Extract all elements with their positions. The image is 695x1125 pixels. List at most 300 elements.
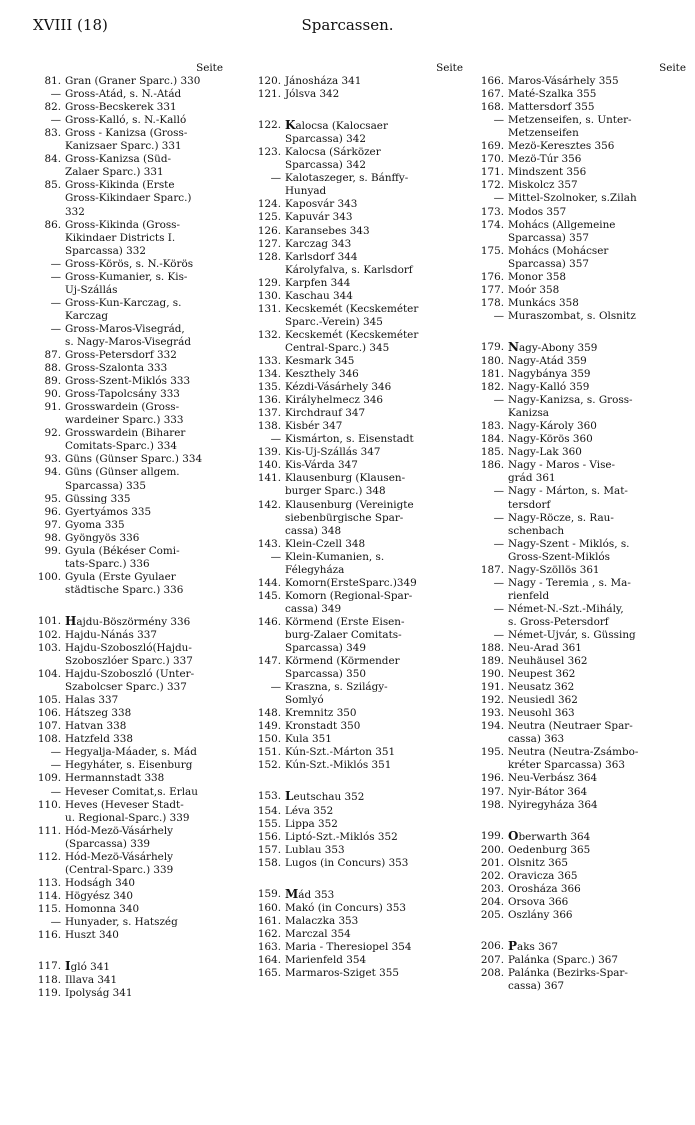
index-entry xyxy=(476,577,686,603)
index-column-2 xyxy=(253,62,463,980)
index-entry xyxy=(253,381,463,394)
entry-text: Mohács (Allgemeine xyxy=(508,218,616,231)
entry-text: Nagy-Abony 359 xyxy=(508,339,598,354)
index-entry xyxy=(253,368,463,381)
entry-number: 129. xyxy=(257,276,281,289)
index-entry xyxy=(33,323,223,349)
section-gap xyxy=(33,942,223,960)
entry-number: 196. xyxy=(480,772,504,785)
entry-number: — xyxy=(270,550,281,563)
index-entry xyxy=(253,954,463,967)
entry-text: Gross-Atád, s. N.-Atád xyxy=(65,88,182,101)
entry-number: 185. xyxy=(480,446,504,459)
entry-text: Maté-Szalka 355 xyxy=(508,88,597,101)
index-entry xyxy=(476,603,686,629)
index-entry xyxy=(476,844,686,857)
index-entry xyxy=(253,857,463,870)
index-entry xyxy=(33,694,223,707)
entry-number: 125. xyxy=(257,211,281,224)
entry-text: Sparcassa) 342 xyxy=(285,133,366,146)
entry-number: 119. xyxy=(37,987,61,1000)
section-gap xyxy=(33,597,223,615)
index-entry xyxy=(33,615,223,629)
entry-text: Klausenburg (Vereinigte xyxy=(285,498,414,511)
entry-text: Palánka (Sparc.) 367 xyxy=(508,954,619,966)
entry-text: Gross-Kikindaer Sparc.) xyxy=(65,192,192,205)
index-entry xyxy=(33,219,223,258)
entry-number: 153. xyxy=(257,790,281,803)
entry-text: Leutschau 352 xyxy=(285,789,365,804)
entry-text: Nagy-Kanizsa, s. Gross- xyxy=(508,394,633,407)
entry-text: Gross-Tapolcsány 333 xyxy=(65,388,180,401)
entry-text: Szoboszlóer Sparc.) 337 xyxy=(65,655,193,668)
entry-text: Nagy - Márton, s. Mat- xyxy=(508,485,628,498)
entry-number: 120. xyxy=(257,75,281,88)
entry-number: 98. xyxy=(44,531,61,544)
section-gap xyxy=(253,101,463,119)
entry-text: (Central-Sparc.) 339 xyxy=(65,863,174,876)
entry-number: 123. xyxy=(257,146,281,159)
entry-text: Gran (Graner Sparc.) 330 xyxy=(65,75,201,88)
index-entry xyxy=(476,368,686,381)
index-entry xyxy=(33,903,223,916)
entry-text: Neutra (Neutraer Spar- xyxy=(508,720,633,733)
entry-text: Nagy - Teremia , s. Ma- xyxy=(508,576,631,589)
entry-number: 168. xyxy=(480,101,504,114)
index-entry xyxy=(476,88,686,101)
index-entry xyxy=(476,420,686,433)
entry-text: Kaposvár 343 xyxy=(285,198,358,211)
entry-number: 89. xyxy=(44,375,61,388)
index-entry xyxy=(476,192,686,205)
entry-text: Mezö-Keresztes 356 xyxy=(508,140,615,153)
entry-text: Högyész 340 xyxy=(65,889,133,902)
entry-text: Kézdi-Vásárhely 346 xyxy=(285,381,392,394)
entry-number: — xyxy=(270,681,281,694)
index-entry xyxy=(253,844,463,857)
entry-text: Karczag 343 xyxy=(285,237,352,250)
entry-text: Karpfen 344 xyxy=(285,276,351,289)
entry-text: Gross-Kalló, s. N.-Kalló xyxy=(65,114,187,127)
entry-text: grád 361 xyxy=(508,472,556,485)
entry-text: Marczal 354 xyxy=(285,927,351,940)
entry-text: 332 xyxy=(65,205,85,218)
entry-number: 84. xyxy=(44,153,61,166)
entry-text: Német-N.-Szt.-Mihály, xyxy=(508,602,624,615)
entry-text: Oszlány 366 xyxy=(508,908,573,921)
index-entry xyxy=(33,271,223,297)
entry-text: Klausenburg (Klausen- xyxy=(285,472,406,485)
index-entry xyxy=(253,928,463,941)
entry-text: Léva 352 xyxy=(285,804,334,817)
entry-text: Neupest 362 xyxy=(508,668,576,681)
entry-number: 112. xyxy=(37,850,61,863)
entry-number: 108. xyxy=(37,733,61,746)
index-entry xyxy=(33,733,223,746)
entry-number: — xyxy=(50,785,61,798)
entry-number: 192. xyxy=(480,694,504,707)
index-entry xyxy=(476,75,686,88)
index-entry xyxy=(253,303,463,329)
entry-text: Neuhäusel 362 xyxy=(508,655,588,668)
entry-text: Neu-Verbász 364 xyxy=(508,772,598,785)
entry-text: Kismárton, s. Eisenstadt xyxy=(285,433,414,446)
seite-label: Seite xyxy=(659,62,686,74)
entry-text: Marmaros-Sziget 355 xyxy=(285,967,399,980)
index-entry xyxy=(253,238,463,251)
index-entry xyxy=(33,179,223,218)
index-entry xyxy=(33,453,223,466)
entry-text: Hunyad xyxy=(285,185,327,198)
entry-text: Körmend (Erste Eisen- xyxy=(285,615,405,628)
entry-text: Grosswardein (Biharer xyxy=(65,427,186,440)
entry-text: Oravicza 365 xyxy=(508,869,578,882)
index-entry xyxy=(33,987,223,1000)
entry-text: Mád 353 xyxy=(285,886,335,901)
entry-number: 175. xyxy=(480,244,504,257)
entry-number: 191. xyxy=(480,681,504,694)
entry-number: 201. xyxy=(480,856,504,869)
entry-text: Kalocsa (Sárközer xyxy=(285,146,381,159)
entry-number: 193. xyxy=(480,707,504,720)
index-entry xyxy=(476,940,686,954)
entry-text: Klein-Kumanien, s. xyxy=(285,550,385,563)
entry-text: Orsova 366 xyxy=(508,895,569,908)
entry-text: Moór 358 xyxy=(508,283,560,296)
entry-text: Gross-Kun-Karczag, s. xyxy=(65,296,182,309)
entry-number: 114. xyxy=(37,889,61,902)
entry-text: Miskolcz 357 xyxy=(508,179,578,192)
index-entry xyxy=(253,459,463,472)
entry-number: 97. xyxy=(44,518,61,531)
index-entry xyxy=(33,825,223,851)
entry-text: Güns (Günser Sparc.) 334 xyxy=(65,453,203,466)
index-entry xyxy=(253,655,463,681)
entry-text: Mattersdorf 355 xyxy=(508,101,595,114)
entry-text: Gyöngyös 336 xyxy=(65,531,140,544)
index-entry xyxy=(33,127,223,153)
entry-number: 87. xyxy=(44,349,61,362)
entry-text: Güssing 335 xyxy=(65,492,131,505)
index-entry xyxy=(33,759,223,772)
entry-number: 137. xyxy=(257,407,281,420)
entry-text: Sparcassa) 332 xyxy=(65,244,146,257)
entry-text: Nagy-Kalló 359 xyxy=(508,381,590,394)
entry-number: 132. xyxy=(257,328,281,341)
index-entry xyxy=(476,746,686,772)
entry-number: 145. xyxy=(257,589,281,602)
index-entry xyxy=(253,407,463,420)
entry-text: Hunyader, s. Hatszég xyxy=(65,916,178,928)
entry-text: Gross-Kikinda (Gross- xyxy=(65,218,180,231)
entry-text: Királyhelmecz 346 xyxy=(285,394,384,407)
entry-text: cassa) 363 xyxy=(508,733,565,746)
entry-number: 166. xyxy=(480,75,504,88)
entry-text: Palánka (Bezirks-Spar- xyxy=(508,967,628,980)
entry-number: 206. xyxy=(480,939,504,952)
index-entry xyxy=(33,258,223,271)
index-entry xyxy=(476,459,686,485)
entry-text: Kanizsaer Sparc.) 331 xyxy=(65,140,182,153)
entry-text: Körmend (Körmender xyxy=(285,655,400,668)
index-entry xyxy=(253,251,463,277)
entry-number: 111. xyxy=(37,824,61,837)
index-entry xyxy=(33,375,223,388)
entry-number: 93. xyxy=(44,453,61,466)
entry-text: Lublau 353 xyxy=(285,843,345,856)
entry-number: 158. xyxy=(257,856,281,869)
entry-text: Gross-Petersdorf 332 xyxy=(65,349,177,362)
index-entry xyxy=(33,75,223,88)
entry-text: Jólsva 342 xyxy=(285,88,340,101)
entry-text: Kecskemét (Kecskeméter xyxy=(285,328,419,341)
entry-number: 156. xyxy=(257,830,281,843)
entry-number: 169. xyxy=(480,140,504,153)
entry-number: 200. xyxy=(480,843,504,856)
entry-text: Hegyalja-Máader, s. Mád xyxy=(65,746,197,759)
entry-text: Hegyháter, s. Eisenburg xyxy=(65,759,193,772)
entry-number: 147. xyxy=(257,655,281,668)
entry-number: 88. xyxy=(44,362,61,375)
entry-text: Olsnitz 365 xyxy=(508,856,568,869)
index-entry xyxy=(33,506,223,519)
entry-number: 197. xyxy=(480,785,504,798)
entry-number: 107. xyxy=(37,720,61,733)
index-entry xyxy=(33,101,223,114)
index-entry xyxy=(476,297,686,310)
entry-number: — xyxy=(50,257,61,270)
index-entry xyxy=(476,909,686,922)
entry-text: Károlyfalva, s. Karlsdorf xyxy=(285,263,413,276)
entry-number: 190. xyxy=(480,668,504,681)
entry-number: 118. xyxy=(37,974,61,987)
entry-number: 94. xyxy=(44,466,61,479)
index-entry xyxy=(476,446,686,459)
index-entry xyxy=(33,519,223,532)
index-entry xyxy=(33,571,223,597)
page-title: Sparcassen. xyxy=(301,16,394,34)
entry-number: — xyxy=(493,602,504,615)
index-entry xyxy=(33,916,223,929)
entry-number: 85. xyxy=(44,179,61,192)
entry-text: Gross-Becskerek 331 xyxy=(65,101,177,114)
entry-text: Hajdu-Nánás 337 xyxy=(65,628,157,641)
index-entry xyxy=(253,681,463,707)
entry-number: 184. xyxy=(480,433,504,446)
index-entry xyxy=(476,101,686,114)
entry-text: Nagy-Szent - Miklós, s. xyxy=(508,537,630,550)
entry-text: Sparcassa) 335 xyxy=(65,479,146,492)
entry-text: Komorn (Regional-Spar- xyxy=(285,589,413,602)
entry-text: Félegyháza xyxy=(285,563,345,576)
entry-text: wardeiner Sparc.) 333 xyxy=(65,414,184,427)
index-entry xyxy=(253,472,463,498)
entry-number: 183. xyxy=(480,420,504,433)
entry-text: Kis-Uj-Szállás 347 xyxy=(285,446,381,459)
entry-number: 96. xyxy=(44,505,61,518)
entry-number: 99. xyxy=(44,544,61,557)
entry-number: 170. xyxy=(480,153,504,166)
entry-number: 121. xyxy=(257,88,281,101)
entry-number: 124. xyxy=(257,198,281,211)
index-entry xyxy=(33,349,223,362)
entry-number: 133. xyxy=(257,354,281,367)
entry-text: Güns (Günser allgem. xyxy=(65,466,180,479)
entry-number: 116. xyxy=(37,929,61,942)
entry-text: tats-Sparc.) 336 xyxy=(65,557,150,570)
index-entry xyxy=(33,532,223,545)
entry-text: Nagy-Röcze, s. Rau- xyxy=(508,511,614,524)
entry-number: 188. xyxy=(480,642,504,655)
entry-text: städtische Sparc.) 336 xyxy=(65,583,184,596)
entry-text: Orosháza 366 xyxy=(508,882,581,895)
entry-number: — xyxy=(50,916,61,928)
entry-number: 143. xyxy=(257,537,281,550)
entry-text: cassa) 349 xyxy=(285,602,342,615)
index-entry xyxy=(476,642,686,655)
entry-text: Gross-Szalonta 333 xyxy=(65,362,168,375)
entry-number: 177. xyxy=(480,283,504,296)
entry-text: Gross-Szent-Miklós 333 xyxy=(65,375,191,388)
entry-text: Kis-Várda 347 xyxy=(285,459,358,472)
entry-number: 102. xyxy=(37,628,61,641)
index-entry xyxy=(253,707,463,720)
index-entry xyxy=(253,277,463,290)
entry-number: 205. xyxy=(480,908,504,921)
entry-text: Kisbér 347 xyxy=(285,420,343,433)
entry-text: Hatzfeld 338 xyxy=(65,733,134,746)
entry-text: Gyula (Erste Gyulaer xyxy=(65,570,176,583)
entry-text: Sparcassa) 342 xyxy=(285,159,366,172)
entry-number: — xyxy=(493,485,504,498)
entry-number: 171. xyxy=(480,166,504,179)
index-entry xyxy=(253,746,463,759)
index-entry xyxy=(33,88,223,101)
entry-number: 127. xyxy=(257,237,281,250)
entry-number: 110. xyxy=(37,798,61,811)
index-entry xyxy=(476,681,686,694)
entry-text: Metzenseifen, s. Unter- xyxy=(508,114,632,127)
entry-number: — xyxy=(493,192,504,205)
entry-text: rienfeld xyxy=(508,589,550,602)
index-entry xyxy=(33,707,223,720)
section-gap xyxy=(476,922,686,940)
entry-text: Ipolyság 341 xyxy=(65,987,133,1000)
entry-text: Keszthely 346 xyxy=(285,368,359,381)
entry-text: Oedenburg 365 xyxy=(508,843,591,856)
entry-text: Karlsdorf 344 xyxy=(285,250,358,263)
entry-number: — xyxy=(50,296,61,309)
entry-text: burg-Zalaer Comitats- xyxy=(285,628,402,641)
index-entry xyxy=(476,857,686,870)
entry-number: 140. xyxy=(257,459,281,472)
index-entry xyxy=(33,929,223,942)
entry-number: 172. xyxy=(480,179,504,192)
entry-number: — xyxy=(493,628,504,641)
section-gap xyxy=(476,812,686,830)
index-entry xyxy=(253,805,463,818)
entry-text: Karczag xyxy=(65,309,109,322)
entry-text: Gyula (Békéser Comi- xyxy=(65,544,180,557)
entry-number: 174. xyxy=(480,218,504,231)
entry-text: Gross - Kanizsa (Gross- xyxy=(65,127,188,140)
entry-text: Hód-Mezö-Vásárhely xyxy=(65,850,174,863)
index-entry xyxy=(253,902,463,915)
index-entry xyxy=(476,538,686,564)
entry-number: 178. xyxy=(480,296,504,309)
index-entry xyxy=(33,427,223,453)
entry-number: 160. xyxy=(257,901,281,914)
entry-text: Neu-Arad 361 xyxy=(508,642,582,655)
index-entry xyxy=(476,310,686,323)
entry-text: Kremnitz 350 xyxy=(285,707,357,720)
entry-number: 207. xyxy=(480,954,504,966)
entry-text: Hátszeg 338 xyxy=(65,707,132,720)
index-entry xyxy=(476,694,686,707)
entry-number: 179. xyxy=(480,340,504,353)
entry-text: Munkács 358 xyxy=(508,296,579,309)
entry-text: Hatvan 338 xyxy=(65,720,127,733)
entry-text: s. Gross-Petersdorf xyxy=(508,615,609,628)
index-entry xyxy=(476,341,686,355)
index-entry xyxy=(253,790,463,804)
index-entry xyxy=(476,114,686,140)
index-entry xyxy=(476,153,686,166)
entry-number: — xyxy=(493,114,504,127)
entry-text: Nyir-Bátor 364 xyxy=(508,785,588,798)
entry-text: Hajdu-Szoboszló (Unter- xyxy=(65,668,195,681)
entry-number: 144. xyxy=(257,576,281,589)
entry-text: Klein-Czell 348 xyxy=(285,537,366,550)
entry-text: Kalotaszeger, s. Bánffy- xyxy=(285,172,409,185)
entry-text: Gross-Kumanier, s. Kis- xyxy=(65,270,188,283)
entry-text: Uj-Szállás xyxy=(65,283,118,296)
entry-text: Hajdu-Böszörmény 336 xyxy=(65,613,191,628)
entry-text: Neusiedl 362 xyxy=(508,694,578,707)
index-entry xyxy=(33,890,223,903)
index-entry xyxy=(253,551,463,577)
entry-number: 163. xyxy=(257,940,281,953)
entry-number: 194. xyxy=(480,720,504,733)
entry-text: Kalocsa (Kalocsaer xyxy=(285,118,388,133)
page-header xyxy=(0,0,695,40)
index-entry xyxy=(253,831,463,844)
entry-text: Kapuvár 343 xyxy=(285,211,353,224)
index-entry xyxy=(33,746,223,759)
index-entry xyxy=(253,499,463,538)
index-entry xyxy=(476,433,686,446)
entry-text: Kecskemét (Kecskeméter xyxy=(285,302,419,315)
index-entry xyxy=(253,211,463,224)
entry-text: Paks 367 xyxy=(508,938,558,953)
entry-text: Illava 341 xyxy=(65,974,118,987)
entry-number: 95. xyxy=(44,492,61,505)
entry-text: Lugos (in Concurs) 353 xyxy=(285,856,409,869)
index-entry xyxy=(33,545,223,571)
index-entry xyxy=(476,166,686,179)
index-entry xyxy=(253,538,463,551)
entry-text: Nagy-Szöllös 361 xyxy=(508,563,600,576)
entry-number: 135. xyxy=(257,381,281,394)
entry-text: Heveser Comitat,s. Erlau xyxy=(65,785,198,798)
index-entry xyxy=(253,355,463,368)
entry-text: Huszt 340 xyxy=(65,929,119,942)
entry-number: 92. xyxy=(44,427,61,440)
index-entry xyxy=(476,668,686,681)
entry-text: Nagy-Lak 360 xyxy=(508,446,582,459)
index-entry xyxy=(476,271,686,284)
index-entry xyxy=(476,655,686,668)
